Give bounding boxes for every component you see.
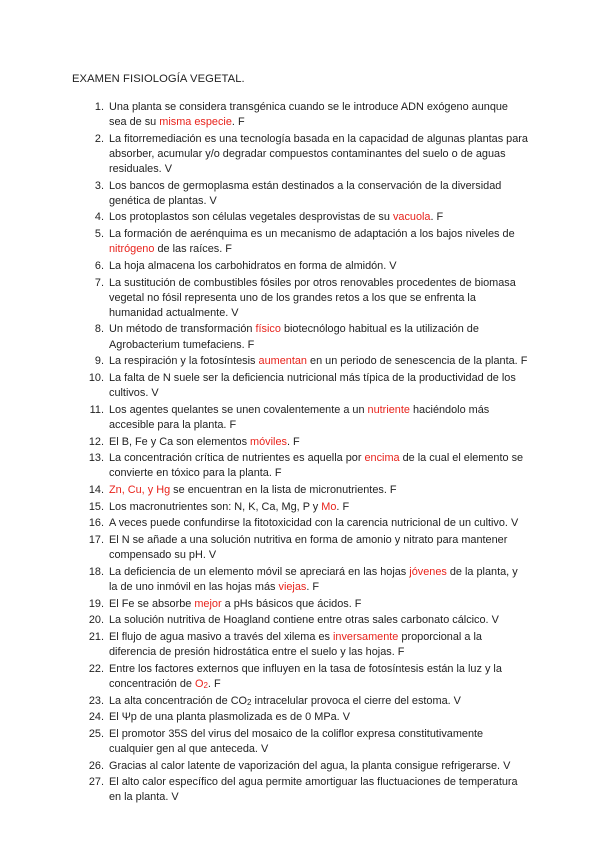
text-segment: intracelular provoca el cierre del estoma. V — [251, 694, 461, 707]
question-item — [86, 694, 528, 709]
highlighted-text: viejas — [278, 580, 307, 593]
question-number: 16. — [88, 517, 104, 530]
question-number: 19. — [88, 597, 104, 610]
text-segment: de las raíces. F — [154, 243, 232, 256]
question-item — [86, 210, 528, 225]
highlighted-text: nitrógeno — [109, 243, 155, 256]
highlighted-text: misma especie — [159, 116, 232, 129]
question-number: 6. — [94, 259, 104, 272]
question-number: 18. — [88, 565, 104, 578]
question-number: 24. — [88, 711, 104, 724]
question-item — [86, 759, 528, 774]
question-item — [86, 613, 528, 628]
question-number: 22. — [88, 662, 104, 675]
question-text — [109, 277, 516, 319]
text-segment: El Fe se absorbe — [109, 597, 195, 610]
page-title: EXAMEN FISIOLOGÍA VEGETAL. — [72, 73, 245, 85]
text-segment: El promotor 35S del virus del mosaico de la coliflor expresa constitutivamente cualquier gen al que anteceda. V — [109, 727, 484, 755]
highlighted-text: Zn, Cu, y Hg — [109, 483, 171, 496]
question-number: 20. — [88, 614, 104, 627]
text-segment: Los macronutrientes son: N, K, Ca, Mg, P y — [109, 500, 322, 513]
question-number: 13. — [88, 452, 104, 465]
question-text — [109, 566, 518, 593]
question-number: 1. — [94, 101, 104, 113]
text-segment: . F — [286, 435, 300, 448]
highlighted-text: nutriente — [367, 403, 410, 416]
question-item — [86, 227, 528, 257]
question-text — [109, 598, 361, 610]
question-number: 9. — [94, 355, 104, 368]
question-number: 5. — [94, 228, 104, 241]
text-segment: A veces puede confundirse la fitotoxicidad con la carencia nutricional de un cultivo. V — [109, 517, 519, 530]
text-segment: . F — [306, 580, 320, 593]
question-item — [86, 451, 528, 481]
question-text — [109, 631, 482, 658]
question-item — [86, 533, 528, 563]
question-text — [109, 760, 510, 772]
text-segment: La deficiencia de un elemento móvil se apreciará en las hojas — [109, 565, 410, 578]
text-segment: . F — [207, 677, 221, 690]
text-segment: El Ψp de una planta plasmolizada es de 0 MPa. V — [109, 711, 350, 724]
text-segment: a pHs básicos que ácidos. F — [221, 597, 362, 610]
question-text — [109, 452, 523, 479]
question-item — [86, 597, 528, 612]
text-segment: La concentración crítica de nutrientes es aquella por — [109, 452, 365, 465]
question-text — [109, 728, 483, 755]
text-segment: Entre los factores externos que influyen en la tasa de fotosíntesis están la luz y la concentración de — [109, 662, 502, 690]
question-item — [86, 775, 528, 805]
question-text — [109, 614, 499, 626]
text-segment: haciéndolo más accesible para la planta. F — [109, 403, 490, 431]
highlighted-text: O — [194, 677, 204, 690]
question-item — [86, 516, 528, 531]
question-text — [109, 260, 397, 272]
text-segment: La falta de N suele ser la deficiencia nutricional más típica de la productividad de los cultivos. V — [109, 371, 516, 400]
highlighted-text: jóvenes — [409, 565, 447, 578]
text-segment: proporcional a la diferencia de presión hidrostática entre el suelo y las hojas. F — [109, 630, 482, 659]
text-segment: La sustitución de combustibles fósiles por otros renovables procedentes de biomasa vegetal no fósil representa uno de los grandes retos a los que se enfrenta la humanidad actualmente. V — [109, 276, 516, 319]
question-number: 10. — [88, 371, 104, 384]
question-text — [109, 404, 489, 431]
question-number: 8. — [94, 323, 104, 336]
question-item — [86, 403, 528, 433]
text-segment: . F — [430, 211, 444, 224]
text-segment: Gracias al calor latente de vaporización del agua, la planta consigue refrigerarse. V — [109, 759, 511, 772]
question-number: 3. — [94, 179, 104, 192]
question-number: 2. — [94, 132, 104, 145]
question-number: 23. — [88, 694, 104, 707]
question-item — [86, 710, 528, 725]
question-item — [86, 322, 528, 352]
text-segment: La hoja almacena los carbohidratos en forma de almidón. V — [109, 259, 397, 272]
question-number: 15. — [88, 500, 104, 513]
question-text — [109, 695, 461, 707]
question-item — [86, 662, 528, 692]
text-segment: La fitorremediación es una tecnología basada en la capacidad de algunas plantas para absorber, acumular y/o degradar compuestos contaminantes del suelo o de aguas residuales. V — [109, 132, 528, 175]
question-text — [109, 501, 349, 513]
question-text — [109, 534, 507, 561]
question-item — [86, 483, 528, 498]
question-number: 26. — [88, 759, 104, 772]
question-text — [109, 355, 527, 367]
text-segment: La respiración y la fotosíntesis — [109, 355, 259, 368]
highlighted-text: encima — [364, 452, 400, 465]
question-text — [109, 776, 518, 803]
question-item — [86, 132, 528, 177]
question-item — [86, 630, 528, 660]
question-text — [109, 436, 300, 448]
question-text — [109, 663, 502, 690]
question-text — [109, 323, 479, 350]
question-number: 14. — [88, 483, 104, 496]
highlighted-text: físico — [255, 323, 281, 336]
text-segment: La solución nutritiva de Hoagland contiene entre otras sales carbonato cálcico. V — [109, 614, 499, 627]
question-item — [86, 565, 528, 595]
question-item — [86, 276, 528, 321]
text-segment: se encuentran en la lista de micronutrientes. F — [170, 483, 397, 496]
text-segment: . F — [231, 116, 245, 129]
question-number: 25. — [88, 727, 104, 740]
text-segment: 2 — [247, 697, 252, 707]
question-number: 7. — [94, 276, 104, 289]
question-text — [109, 228, 515, 255]
question-item — [86, 371, 528, 401]
text-segment: en un periodo de senescencia de la planta. F — [306, 355, 528, 368]
text-segment: de la cual el elemento se convierte en tóxico para la planta. F — [109, 452, 524, 480]
question-number: 21. — [88, 630, 104, 643]
question-number: 17. — [88, 534, 104, 547]
highlighted-text: inversamente — [332, 630, 399, 643]
text-segment: Los protoplastos son células vegetales desprovistas de su — [109, 211, 393, 224]
question-text — [109, 372, 516, 399]
question-number: 12. — [88, 435, 104, 448]
question-item — [86, 500, 528, 515]
question-item — [86, 354, 528, 369]
text-segment: de la planta, y la de uno inmóvil en las hojas más — [109, 565, 518, 593]
question-item — [86, 100, 528, 130]
text-segment: El N se añade a una solución nutritiva en forma de amonio y nitrato para mantener compensado su pH. V — [109, 534, 508, 562]
text-segment: Un método de transformación — [109, 323, 256, 336]
question-text — [109, 517, 518, 529]
question-item — [86, 727, 528, 757]
highlighted-text: Mo — [321, 500, 337, 513]
text-segment: . F — [336, 500, 350, 513]
highlighted-text: vacuola — [392, 211, 431, 224]
question-text — [109, 180, 501, 207]
question-text — [109, 133, 528, 175]
text-segment: Los bancos de germoplasma están destinados a la conservación de la diversidad genética de plantas. V — [109, 179, 502, 207]
text-segment: El flujo de agua masivo a través del xilema es — [109, 630, 333, 643]
text-segment: La alta concentración de CO — [109, 694, 248, 707]
question-text — [109, 711, 350, 723]
question-text — [109, 101, 508, 128]
question-text — [109, 211, 443, 223]
text-segment: La formación de aerénquima es un mecanismo de adaptación a los bajos niveles de — [109, 228, 515, 241]
highlighted-text: aumentan — [258, 355, 307, 368]
question-number: 27. — [88, 776, 104, 789]
text-segment: Una planta se considera transgénica cuando se le introduce ADN exógeno aunque sea de su — [109, 101, 508, 129]
question-list — [86, 100, 528, 807]
question-number: 11. — [89, 403, 104, 416]
question-item — [86, 259, 528, 274]
question-item — [86, 435, 528, 450]
text-segment: biotecnólogo habitual es la utilización de Agrobacterium tumefaciens. F — [109, 323, 479, 351]
highlighted-text: móviles — [250, 435, 287, 448]
question-text — [109, 484, 397, 496]
highlighted-text: 2 — [203, 680, 208, 690]
question-item — [86, 179, 528, 209]
question-number: 4. — [94, 211, 104, 224]
text-segment: El B, Fe y Ca son elementos — [109, 435, 251, 448]
text-segment: Los agentes quelantes se unen covalentemente a un — [109, 403, 368, 416]
highlighted-text: mejor — [194, 597, 222, 610]
text-segment: El alto calor específico del agua permite amortiguar las fluctuaciones de temperatura en la planta. V — [109, 776, 518, 804]
